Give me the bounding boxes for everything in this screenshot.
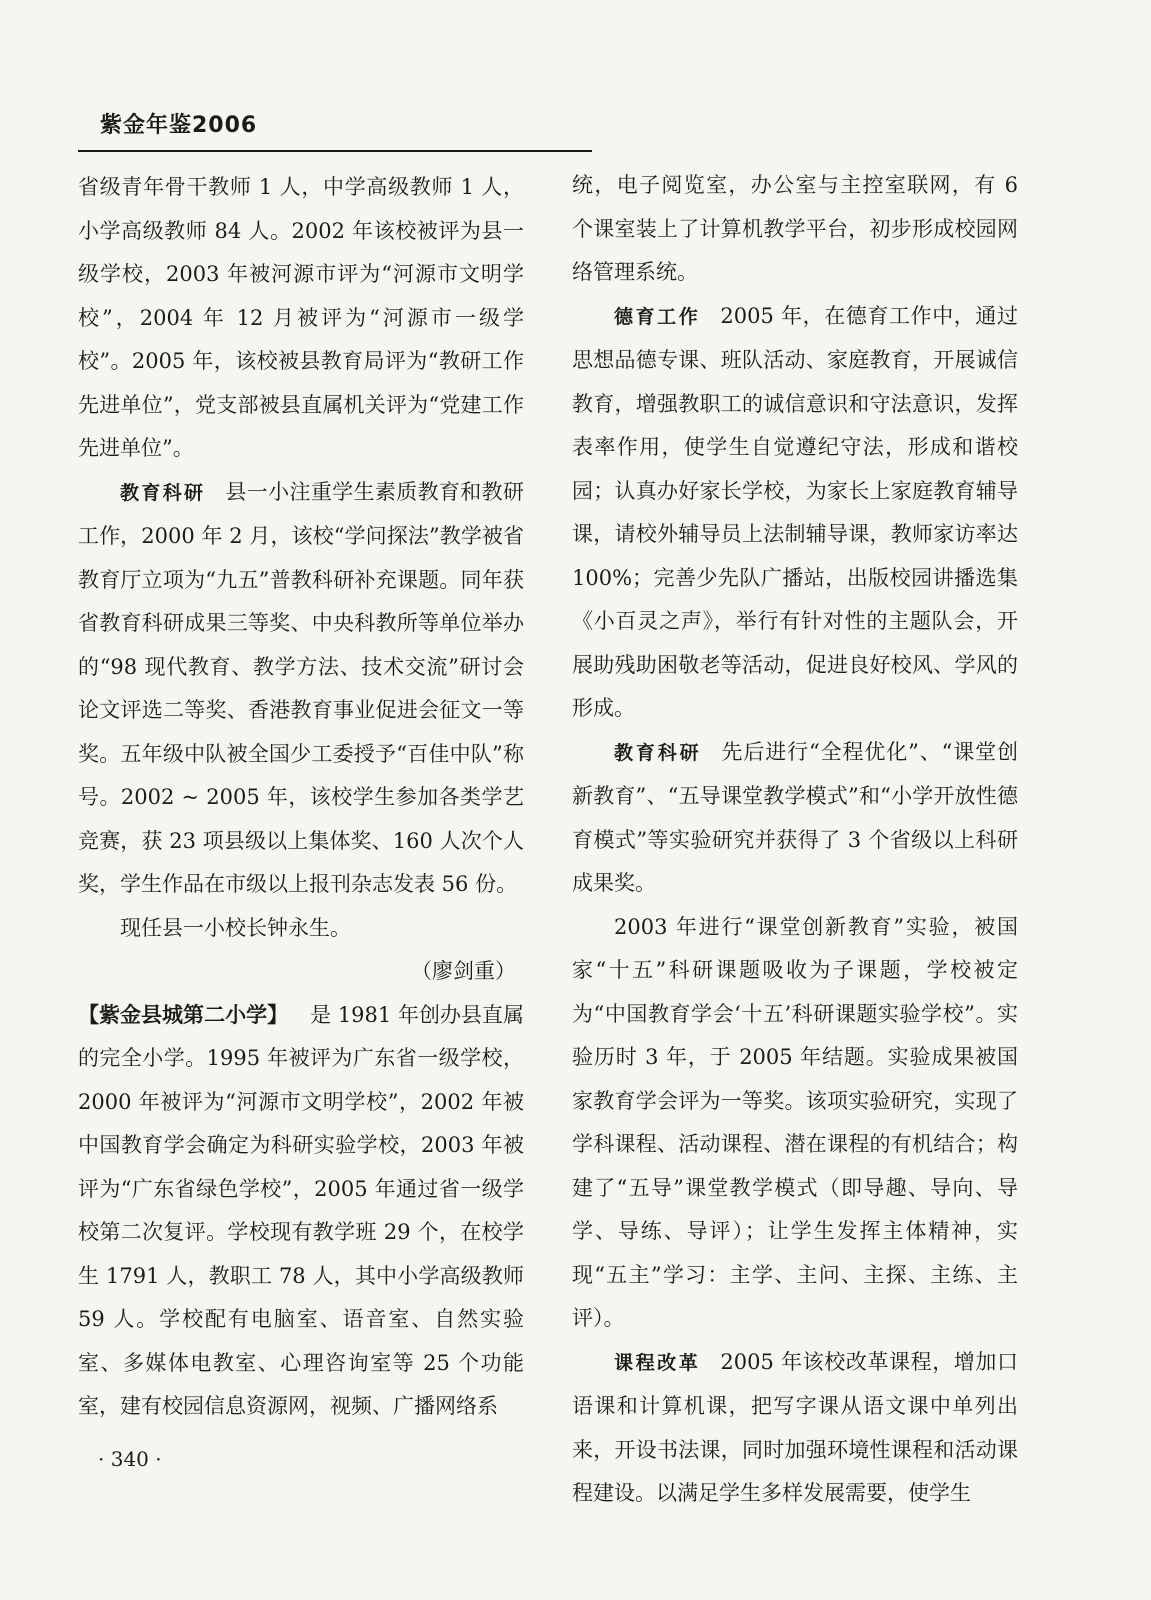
header-rule — [78, 150, 592, 152]
author-byline: （廖剑重） — [411, 959, 516, 983]
paragraph-text: 2005 年该校改革课程，增加口语课和计算机课，把写字课从语文课中单列出来，开设书法课，同时加强环境性课程和活动课程建设。以满足学生多样发展需要，使学生 — [572, 1349, 1018, 1505]
paragraph-text: 先后进行“全程优化”、“课堂创新教育”、“五导课堂教学模式”和“小学开放性德育模式”等实验研究并获得了 3 个省级以上科研成果奖。 — [572, 739, 1018, 895]
paragraph-text: 是 1981 年创办县直属的完全小学。1995 年被评为广东省一级学校，2000 年被评为“河源市文明学校”，2002 年被中国教育学会确定为科研实验学校，2003 年被评为“广东省绿色学校”，2005 年通过省一级学校第二次复评。学校现有教学班 29 个，在校学生 1791 人，教职工 78 人，其中小学高级教师 59 人。学校配有电脑室、语音室、自然实验室、多媒体电教室、心理咨询室等 25 个功能室，建有校园信息资源网，视频、广播网络系 — [78, 1002, 525, 1418]
entry-title: 【紫金县城第二小学】 — [78, 1002, 289, 1027]
paragraph — [78, 994, 524, 1429]
paragraph: 省级青年骨干教师 1 人，中学高级教师 1 人，小学高级教师 84 人。2002 年该校被评为县一级学校，2003 年被河源市评为“河源市文明学校”，2004 年 12 月被评为“河源市一级学校”。2005 年，该校被县教育局评为“教研工作先进单位”，党支部被县直属机关评为“党建工作先进单位”。 — [78, 175, 524, 460]
paragraph — [572, 295, 1018, 731]
paragraph: 现任县一小校长钟永生。 — [120, 915, 351, 940]
left-column — [78, 166, 524, 1429]
section-heading: 课程改革 — [614, 1351, 701, 1374]
paragraph: 统，电子阅览室，办公室与主控室联网，有 6 个课室装上了计算机教学平台，初步形成校园网络管理系统。 — [572, 173, 1018, 284]
section-heading: 德育工作 — [614, 305, 701, 328]
page-number: · 340 · — [98, 1447, 162, 1471]
section-heading: 教育科研 — [120, 481, 206, 504]
yearbook-title: 紫金年鉴2006 — [100, 113, 258, 138]
section-heading: 教育科研 — [614, 741, 702, 764]
paragraph — [572, 731, 1018, 906]
paragraph: 2003 年进行“课堂创新教育”实验，被国家“十五”科研课题吸收为子课题，学校被定为“中国教育学会‘十五’科研课题实验学校”。实验历时 3 年，于 2005 年结题。实验成果被国家教育学会评为一等奖。该项实验研究，实现了学科课程、活动课程、潜在课程的有机结合；构建了“五导”课堂教学模式（即导趣、导向、导学、导练、导评）；让学生发挥主体精神，实现“五主”学习：主学、主问、主探、主练、主评）。 — [572, 914, 1018, 1330]
paragraph-text: 2005 年，在德育工作中，通过思想品德专课、班队活动、家庭教育，开展诚信教育，增强教职工的诚信意识和守法意识，发挥表率作用，使学生自觉遵纪守法，形成和谐校园；认真办好家长学校，为家长上家庭教育辅导课，请校外辅导员上法制辅导课，教师家访率达 100%；完善少先队广播站，出版校园讲播选集《小百灵之声》，举行有针对性的主题队会，开展助残助困敬老等活动，促进良好校风、学风的形成。 — [572, 303, 1018, 720]
right-column — [572, 164, 1018, 1516]
paragraph-text: 县一小注重学生素质教育和教研工作，2000 年 2 月，该校“学问探法”教学被省教育厅立项为“九五”普教科研补充课题。同年获省教育科研成果三等奖、中央科教所等单位举办的“98 现代教育、教学方法、技术交流”研讨会论文评选二等奖、香港教育事业促进会征文一等奖。五年级中队被全国少工委授予“百佳中队”称号。2002 ~ 2005 年，该校学生参加各类学艺竞赛，获 23 项县级以上集体奖、160 人次个人奖，学生作品在市级以上报刊杂志发表 56 份。 — [78, 479, 524, 896]
paragraph — [78, 471, 524, 907]
paragraph — [572, 1341, 1018, 1516]
